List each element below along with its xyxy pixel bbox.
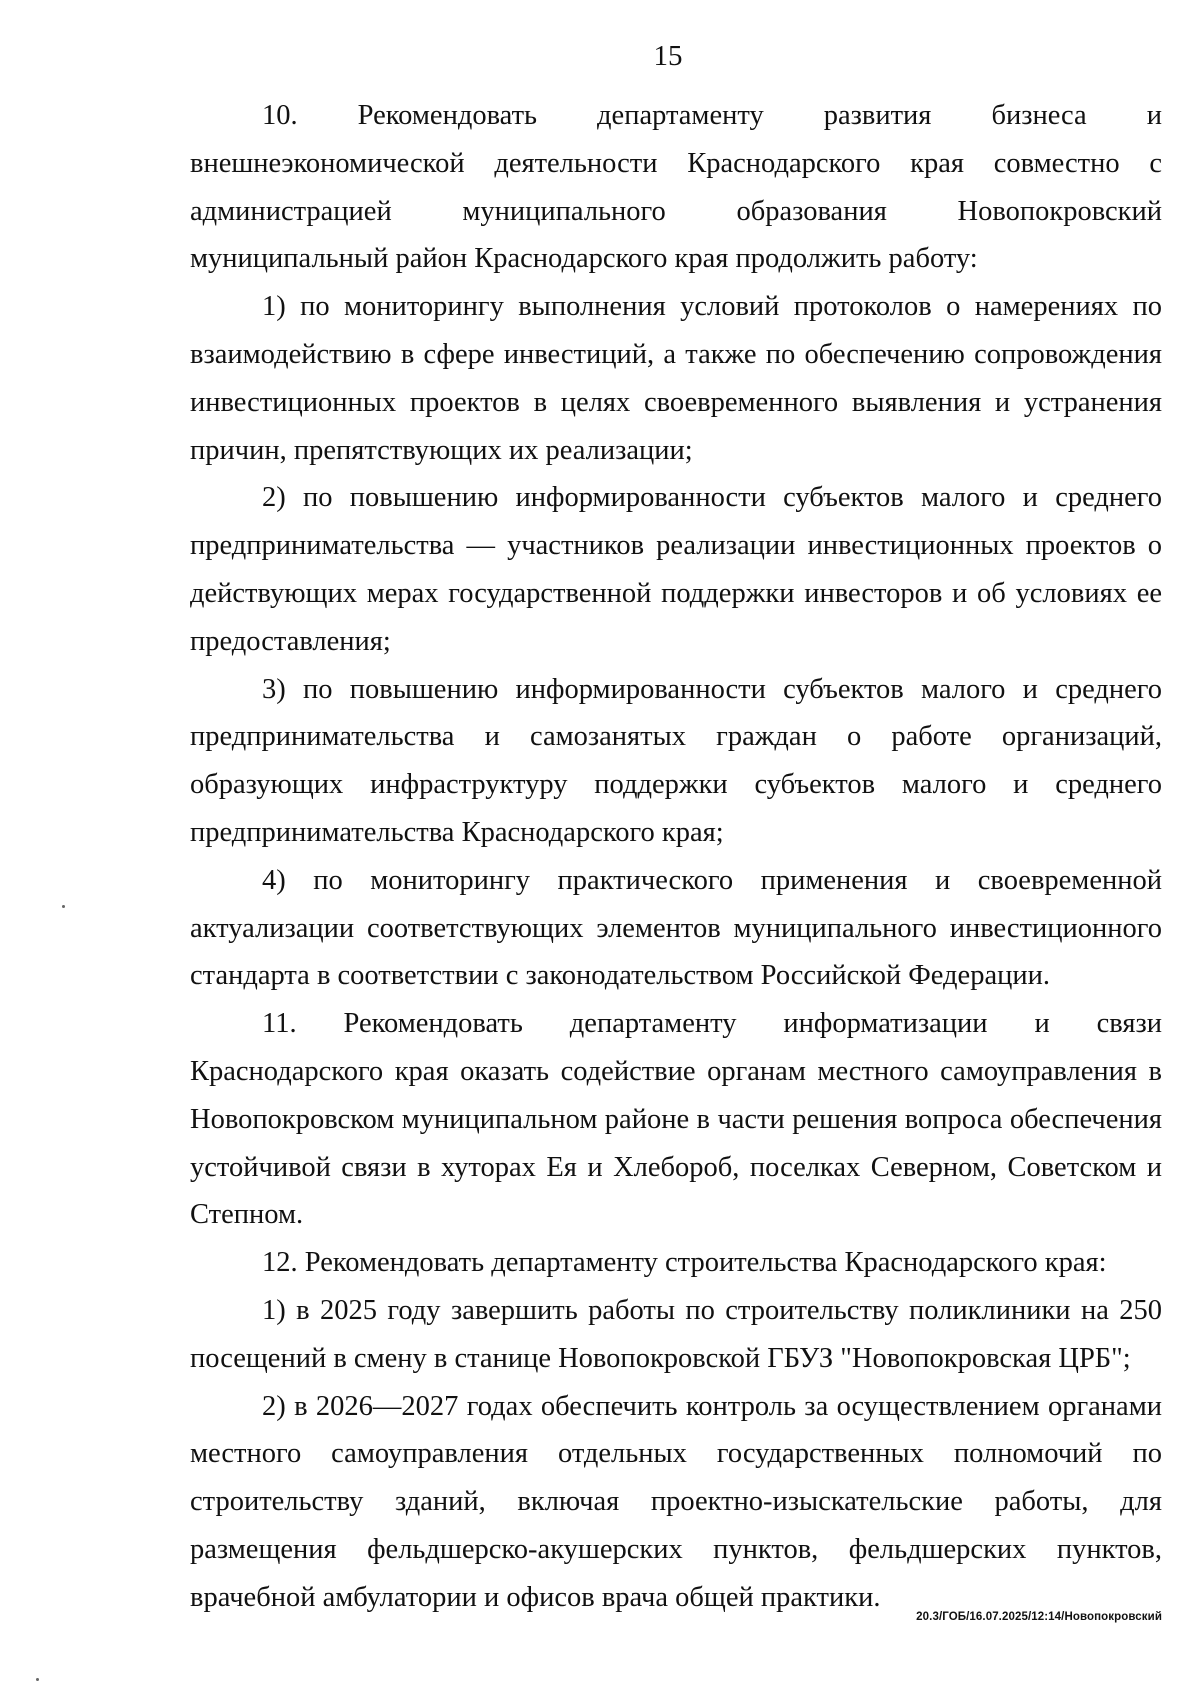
page-number: 15 bbox=[653, 40, 683, 72]
paragraph-subitem-10-4: 4) по мониторингу практического применения и своевременной актуализации соответствующих элементов муниципального инвестиционного стандарта в соответствии с законодательством Российской Федерации. bbox=[190, 864, 1162, 992]
scan-speck bbox=[62, 905, 65, 908]
paragraph-item-12: 12. Рекомендовать департаменту строительства Краснодарского края: bbox=[262, 1247, 1107, 1279]
document-registration-stamp: 20.3/ГОБ/16.07.2025/12:14/Новопокровский bbox=[916, 1611, 1162, 1623]
paragraph-subitem-10-1: 1) по мониторингу выполнения условий протоколов о намерениях по взаимодействию в сфере инвестиций, а также по обеспечению сопровождения инвестиционных проектов в целях своевременного выявления и устранения причин, препятствующих их реализации; bbox=[190, 291, 1162, 466]
paragraph-subitem-10-3: 3) по повышению информированности субъектов малого и среднего предпринимательства и самозанятых граждан о работе организаций, образующих инфраструктуру поддержки субъектов малого и среднего предпринимательства Краснодарского края; bbox=[190, 673, 1162, 848]
paragraph-item-11: 11. Рекомендовать департаменту информатизации и связи Краснодарского края оказать содействие органам местного самоуправления в Новопокровском муниципальном районе в части решения вопроса обеспечения устойчивой связи в хуторах Ея и Хлебороб, поселках Северном, Советском и Степном. bbox=[190, 1008, 1162, 1231]
paragraph-subitem-10-2: 2) по повышению информированности субъектов малого и среднего предпринимательства — участников реализации инвестиционных проектов о действующих мерах государственной поддержки инвесторов и об условиях ее предоставления; bbox=[190, 482, 1162, 657]
paragraph-item-10: 10. Рекомендовать департаменту развития бизнеса и внешнеэкономической деятельности Краснодарского края совместно с администрацией муниципального образования Новопокровский муниципальный район Краснодарского края продолжить работу: bbox=[190, 100, 1162, 275]
paragraph-subitem-12-1: 1) в 2025 году завершить работы по строительству поликлиники на 250 посещений в смену в станице Новопокровской ГБУЗ "Новопокровская ЦРБ"; bbox=[190, 1294, 1162, 1374]
paragraph-subitem-12-2: 2) в 2026—2027 годах обеспечить контроль за осуществлением органами местного самоуправления отдельных государственных полномочий по строительству зданий, включая проектно-изыскательские работы, для размещения фельдшерско-акушерских пунктов, фельдшерских пунктов, врачебной амбулатории и офисов врача общей практики. bbox=[190, 1390, 1162, 1613]
document-body bbox=[190, 92, 1162, 1622]
scan-speck bbox=[36, 1678, 39, 1681]
